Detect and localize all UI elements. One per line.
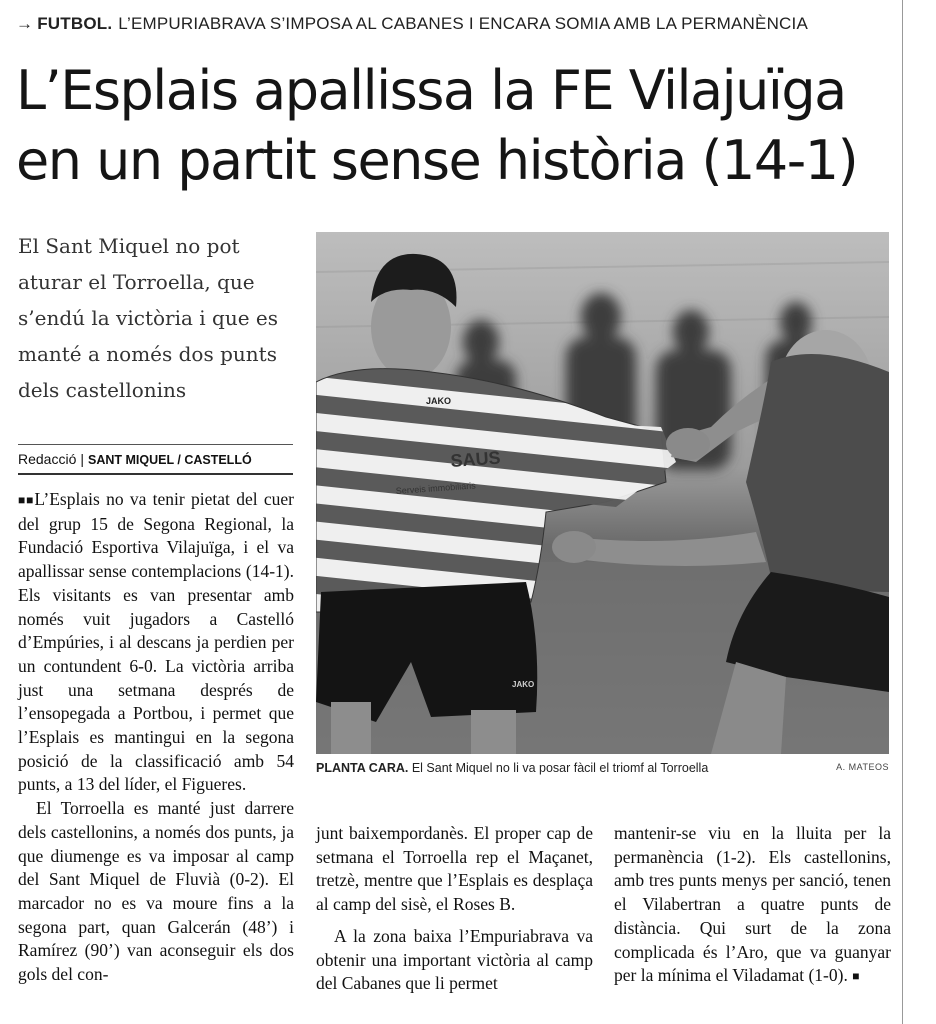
caption-label: PLANTA CARA. <box>316 761 409 775</box>
photo-caption <box>316 761 889 775</box>
article-column-2 <box>316 822 593 996</box>
paragraph: El Torroella es manté just darrere dels castellonins, a només dos punts, ja que diumenge es va imposar al camp del Sant Miquel de Fluvià (0-2). El marcador no es va moure fins a la segona part, quan Galcerán (48’) i Ramírez (90’) van aconseguir els dos gols del con- <box>18 798 294 985</box>
kicker-text: L’EMPURIABRAVA S’IMPOSA AL CABANES I ENCARA SOMIA AMB LA PERMANÈNCIA <box>118 14 808 33</box>
shirt-sponsor-subtext: Serveis immobiliaris <box>395 480 476 496</box>
byline <box>18 444 293 475</box>
byline-separator: | <box>80 451 85 467</box>
headline-line-2: en un partit sense història (14-1) <box>16 129 858 192</box>
photo-credit: A. MATEOS <box>836 762 889 772</box>
shorts-brand-text: JAKO <box>512 680 535 689</box>
paragraph: L’Esplais no va tenir pietat del cuer del grup 15 de Segona Regional, la Fundació Esportiva Vilajuïga, i el va apallissar sense contemplacions (14-1). Els visitants es van presentar amb només vuit jugadors a Castelló d’Empúries, i al descans ja perdien per un contundent 6-0. La victòria arriba just una setmana després de l’ensopegada a Portbou, i permet que l’Esplais es mantingui en la segona posició de la classificació amb 54 punts, a 13 del líder, el Figueres. <box>18 489 294 795</box>
shirt-sponsor-text: SAUS <box>449 447 502 471</box>
kicker <box>16 14 808 34</box>
match-photo <box>316 232 889 754</box>
kicker-arrow-icon: → <box>16 14 34 33</box>
article-column-1 <box>18 488 294 987</box>
kicker-section: FUTBOL. <box>37 14 113 33</box>
byline-author: Redacció <box>18 451 77 467</box>
article-column-3 <box>614 822 891 989</box>
column-divider <box>902 0 903 1024</box>
paragraph: A la zona baixa l’Empuriabrava va obtenir una important victòria al camp del Cabanes que li permet <box>316 925 593 994</box>
caption-text: El Sant Miquel no li va posar fàcil el triomf al Torroella <box>411 761 709 775</box>
start-marker-icon: ■■ <box>18 493 35 507</box>
end-marker-icon: ■ <box>852 969 859 984</box>
match-photo-illustration <box>316 232 889 754</box>
byline-place: SANT MIQUEL / CASTELLÓ <box>88 453 252 467</box>
subtitle: El Sant Miquel no pot aturar el Torroella, que s’endú la victòria i que es manté a només dos punts dels castellonins <box>18 234 278 402</box>
shirt-brand-text: JAKO <box>426 396 452 406</box>
paragraph: mantenir-se viu en la lluita per la permanència (1-2). Els castellonins, amb tres punts menys per sanció, tenen el Vilabertran a quatre punts de distància. Qui surt de la zona complicada és l’Aro, que va guanyar per la mínima el Viladamat (1-0). <box>614 823 891 986</box>
headline <box>16 56 896 196</box>
headline-line-1: L’Esplais apallissa la FE Vilajuïga <box>16 59 846 122</box>
paragraph: junt baixempordanès. El proper cap de setmana el Torroella rep el Maçanet, tretzè, mentre que l’Esplais es desplaça al camp del sisè, el Roses B. <box>316 823 593 915</box>
